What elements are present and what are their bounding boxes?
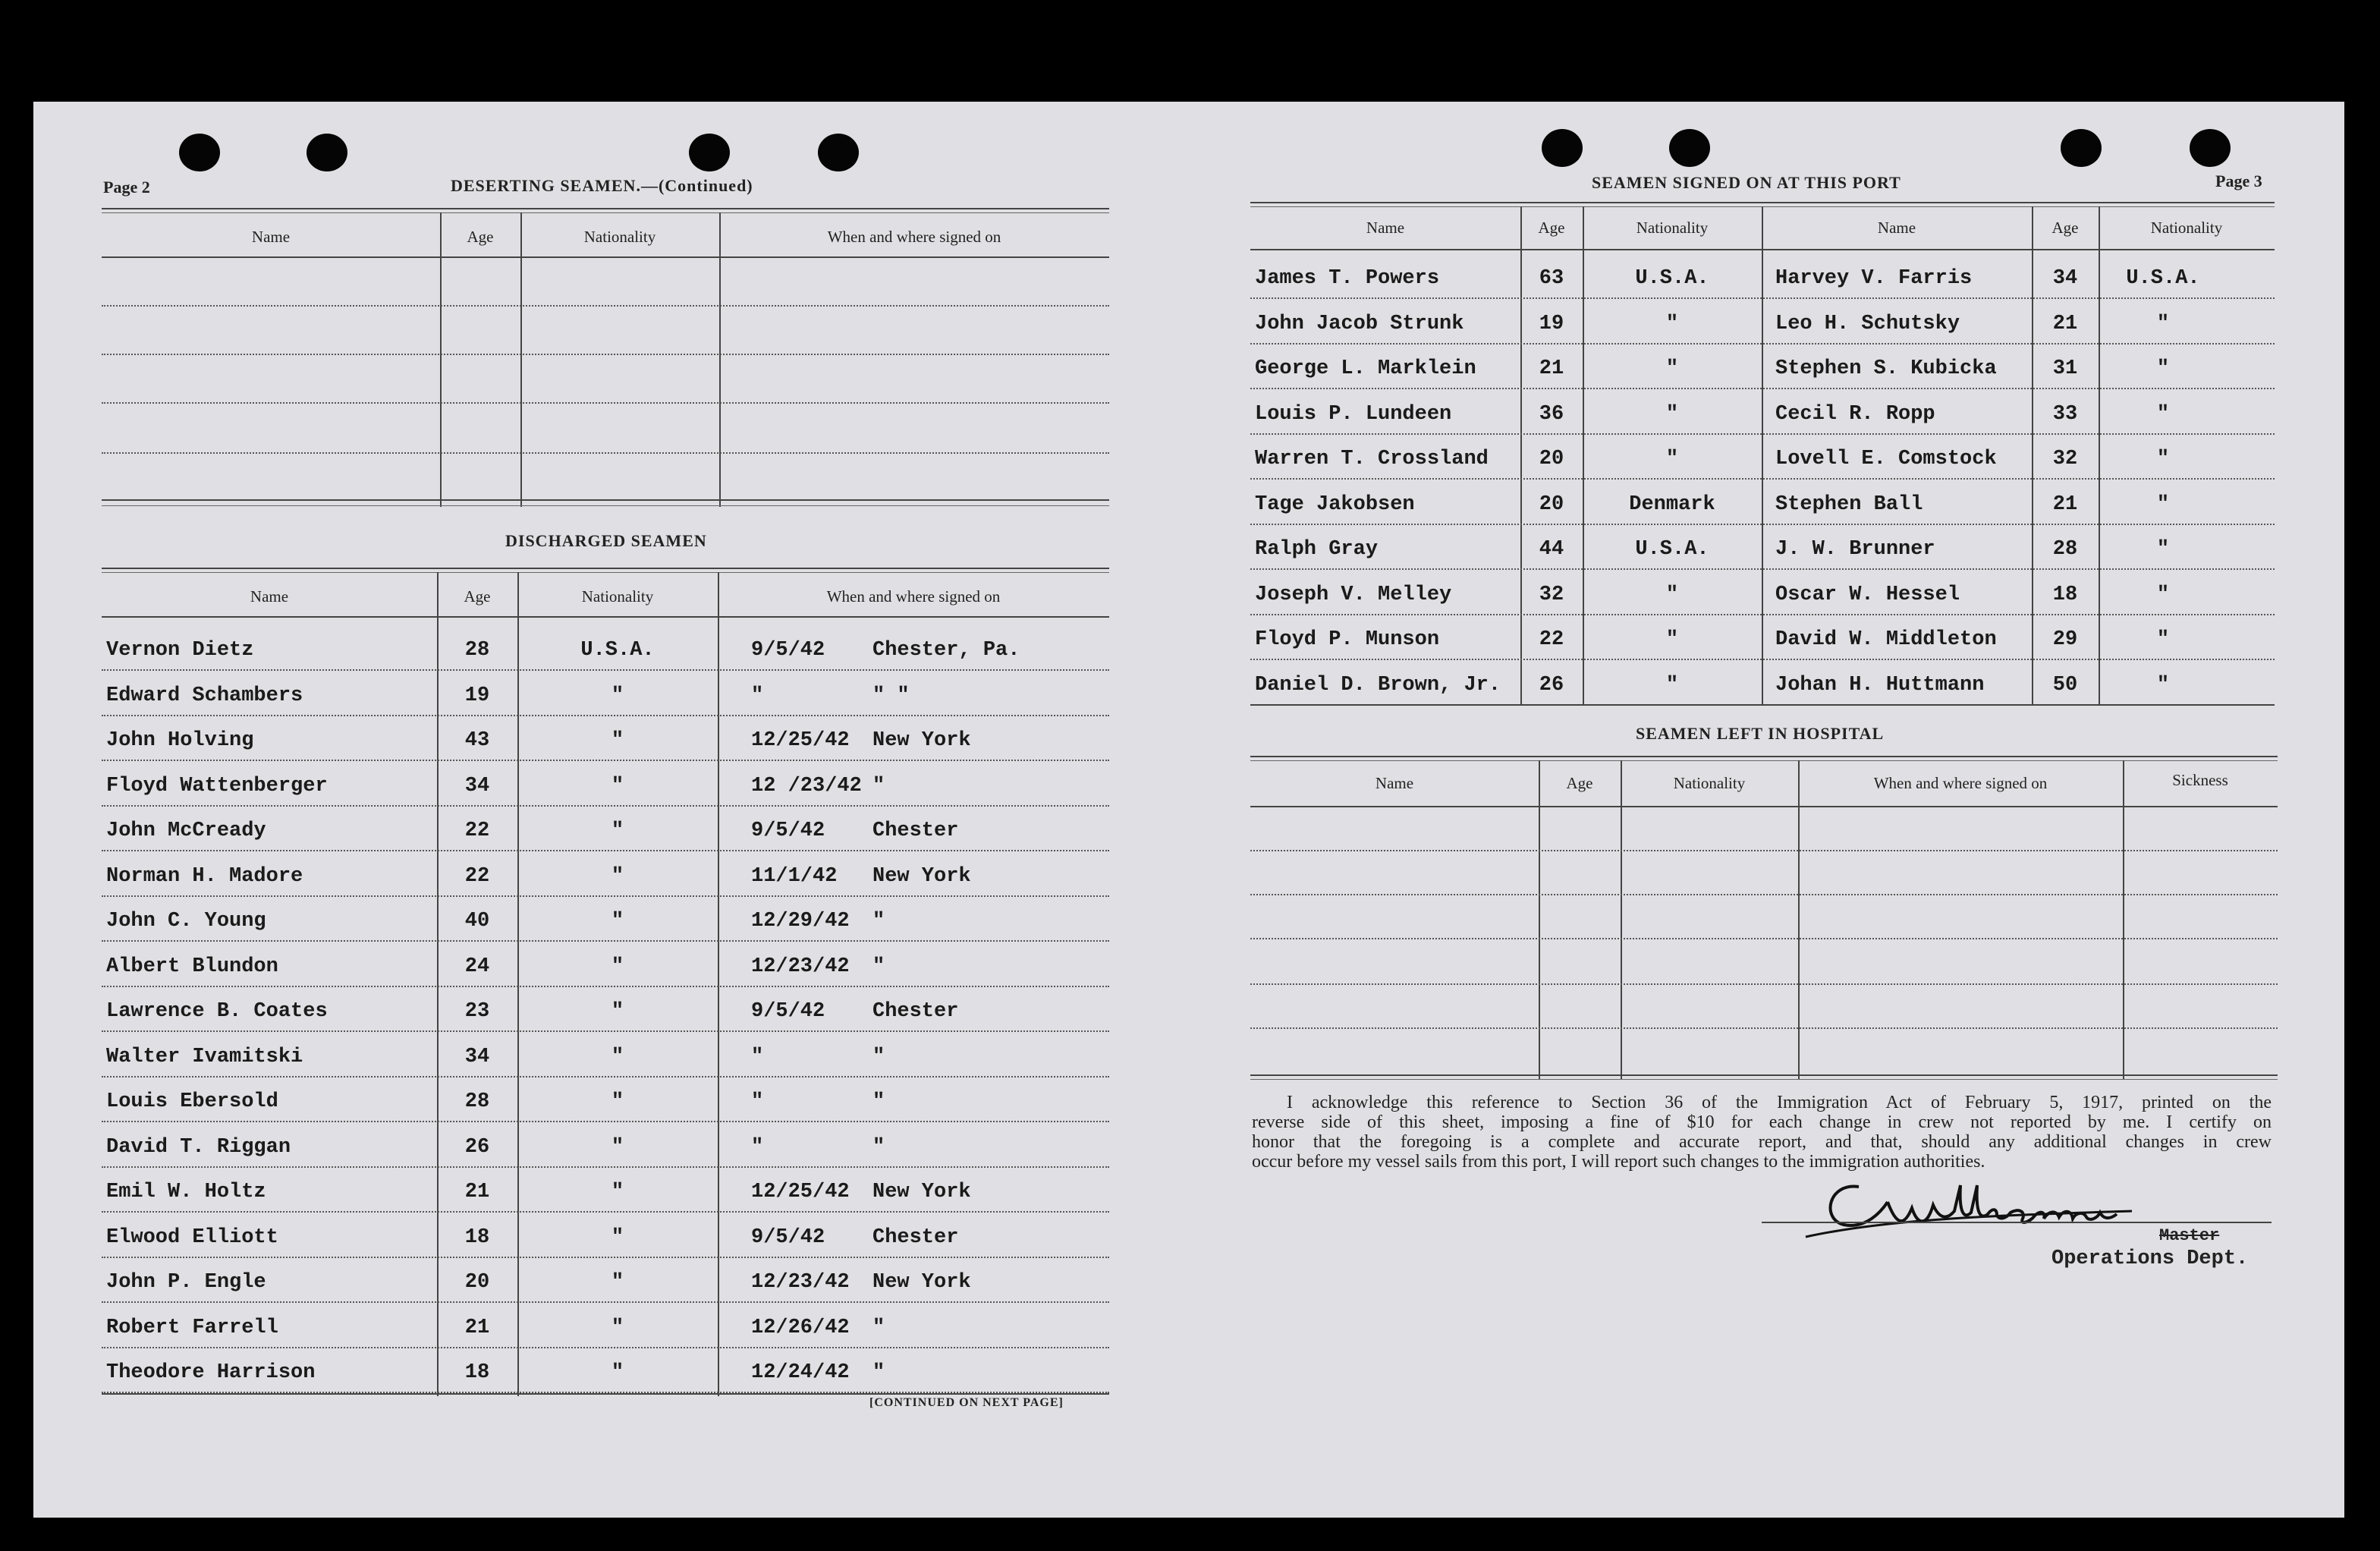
seaman-nationality: " bbox=[611, 1135, 624, 1159]
seaman-nationality: " bbox=[1665, 312, 1679, 335]
signed-place: Chester bbox=[872, 1000, 959, 1023]
seaman-name: J. W. Brunner bbox=[1775, 538, 1935, 561]
col-header-age: Age bbox=[467, 228, 494, 246]
col-header-name: Name bbox=[1366, 219, 1405, 237]
seaman-nationality: " bbox=[1665, 673, 1679, 697]
punch-hole bbox=[307, 134, 347, 171]
signed-date: 12 /23/42 bbox=[751, 774, 862, 798]
col-header-signed-on: When and where signed on bbox=[827, 228, 1001, 246]
seaman-age: 20 bbox=[1539, 492, 1564, 516]
seaman-name: Walter Ivamitski bbox=[106, 1045, 303, 1068]
seaman-nationality: " bbox=[611, 774, 624, 798]
seaman-age: 28 bbox=[2052, 538, 2078, 561]
seaman-nationality: " bbox=[2156, 673, 2170, 697]
seaman-age: 22 bbox=[464, 820, 490, 842]
seaman-age: 32 bbox=[2052, 448, 2078, 470]
seaman-nationality: U.S.A. bbox=[2126, 267, 2200, 290]
signed-place: Chester bbox=[872, 820, 959, 842]
ack-line: I acknowledge this reference to Section 36 of the Immigration Act of February 5, 1917, printed on the bbox=[1287, 1093, 2272, 1112]
signed-place: " bbox=[872, 774, 885, 798]
seaman-name: Norman H. Madore bbox=[106, 864, 303, 888]
seaman-age: 24 bbox=[464, 955, 490, 978]
signed-date: " bbox=[751, 1090, 764, 1113]
col-header-nationality: Nationality bbox=[1673, 774, 1746, 792]
seaman-name: Joseph V. Melley bbox=[1255, 583, 1452, 606]
seaman-age: 26 bbox=[464, 1135, 490, 1159]
ack-line: reverse side of this sheet, imposing a fine of $10 for each change in crew not reported by me. I certify on bbox=[1252, 1112, 2272, 1132]
col-header-nationality: Nationality bbox=[583, 228, 656, 246]
signed-date: 12/25/42 bbox=[751, 729, 850, 752]
seaman-nationality: " bbox=[611, 1225, 624, 1249]
seaman-age: 19 bbox=[1539, 312, 1564, 335]
punch-hole bbox=[179, 134, 220, 171]
seaman-nationality: " bbox=[1665, 628, 1679, 651]
seaman-name: James T. Powers bbox=[1255, 267, 1440, 290]
signature-image bbox=[1798, 1166, 2147, 1241]
signed-date: 12/29/42 bbox=[751, 910, 850, 933]
seaman-nationality: " bbox=[1665, 357, 1679, 380]
seaman-name: Ralph Gray bbox=[1255, 538, 1379, 561]
signed-place: " bbox=[872, 1135, 885, 1159]
seaman-nationality: " bbox=[611, 1316, 624, 1339]
seaman-age: 19 bbox=[464, 684, 490, 707]
punch-hole bbox=[1669, 129, 1710, 167]
seaman-name: Stephen Ball bbox=[1775, 492, 1923, 516]
signed-date: 9/5/42 bbox=[751, 820, 825, 842]
signed-date: 9/5/42 bbox=[751, 639, 825, 662]
seaman-name: Emil W. Holtz bbox=[106, 1181, 266, 1203]
col-header-sickness: Sickness bbox=[2172, 771, 2228, 789]
seaman-age: 21 bbox=[464, 1181, 490, 1203]
col-header-age: Age bbox=[1538, 219, 1565, 237]
seaman-name: Vernon Dietz bbox=[106, 639, 254, 662]
seaman-age: 20 bbox=[464, 1271, 490, 1294]
seaman-age: 23 bbox=[464, 1000, 490, 1023]
seaman-name: Floyd Wattenberger bbox=[106, 774, 328, 798]
ack-line: honor that the foregoing is a complete and accurate report, and that, should any additional changes in crew bbox=[1252, 1132, 2272, 1152]
signed-place: New York bbox=[872, 864, 971, 888]
seaman-age: 44 bbox=[1539, 538, 1564, 561]
seaman-age: 28 bbox=[464, 639, 490, 662]
seaman-age: 36 bbox=[1539, 402, 1564, 426]
seaman-nationality: " bbox=[611, 820, 624, 842]
seaman-nationality: " bbox=[611, 864, 624, 888]
seaman-age: 21 bbox=[2052, 492, 2078, 516]
col-header-name: Name bbox=[1375, 774, 1414, 792]
seaman-age: 20 bbox=[1539, 448, 1564, 470]
seaman-age: 34 bbox=[464, 774, 490, 798]
seaman-nationality: " bbox=[2156, 492, 2170, 516]
signed-date: " bbox=[751, 1135, 764, 1159]
seaman-name: Lawrence B. Coates bbox=[106, 1000, 328, 1023]
signed-place: New York bbox=[872, 1271, 971, 1294]
col-header-name: Name bbox=[250, 587, 289, 606]
signed-place: " bbox=[872, 1316, 885, 1339]
col-header-nationality: Nationality bbox=[1636, 219, 1709, 237]
signed-date: 11/1/42 bbox=[751, 864, 838, 888]
seaman-nationality: " bbox=[611, 1361, 624, 1384]
seaman-age: 21 bbox=[464, 1316, 490, 1339]
seaman-name: Louis Ebersold bbox=[106, 1090, 278, 1113]
signed-place: New York bbox=[872, 1181, 971, 1203]
deserting-title: DESERTING SEAMEN.—(Continued) bbox=[451, 176, 753, 195]
signed-date: " bbox=[751, 1045, 764, 1068]
signed-place: " bbox=[872, 1361, 885, 1384]
seaman-nationality: " bbox=[611, 910, 624, 933]
signed-on-title: SEAMEN SIGNED ON AT THIS PORT bbox=[1592, 173, 1901, 192]
seaman-name: George L. Marklein bbox=[1255, 357, 1476, 380]
seaman-age: 34 bbox=[464, 1045, 490, 1068]
punch-hole bbox=[2061, 129, 2102, 167]
signed-date: " bbox=[751, 684, 764, 707]
signed-date: 12/23/42 bbox=[751, 1271, 850, 1294]
seaman-age: 43 bbox=[464, 729, 490, 752]
signed-date: 9/5/42 bbox=[751, 1000, 825, 1023]
seaman-name: Albert Blundon bbox=[106, 955, 278, 978]
seaman-age: 40 bbox=[464, 910, 490, 933]
seaman-nationality: " bbox=[611, 684, 624, 707]
seaman-nationality: " bbox=[1665, 583, 1679, 606]
seaman-name: Daniel D. Brown, Jr. bbox=[1255, 673, 1501, 697]
seaman-age: 50 bbox=[2052, 673, 2078, 697]
signed-place: " bbox=[872, 1090, 885, 1113]
punch-hole bbox=[689, 134, 730, 171]
col-header-age: Age bbox=[464, 587, 491, 606]
col-header-name: Name bbox=[251, 228, 291, 246]
seaman-nationality: " bbox=[611, 1181, 624, 1203]
signed-date: 12/25/42 bbox=[751, 1181, 850, 1203]
seaman-nationality: " bbox=[2156, 628, 2170, 651]
seaman-name: David W. Middleton bbox=[1775, 628, 1997, 651]
seaman-age: 32 bbox=[1539, 583, 1564, 606]
seaman-name: Cecil R. Ropp bbox=[1775, 402, 1935, 426]
col-header-name: Name bbox=[1877, 219, 1916, 237]
seaman-age: 18 bbox=[2052, 583, 2078, 606]
seaman-nationality: U.S.A. bbox=[580, 639, 655, 662]
signed-place: Chester, Pa. bbox=[872, 639, 1020, 662]
seaman-age: 29 bbox=[2052, 628, 2078, 651]
hospital-title: SEAMEN LEFT IN HOSPITAL bbox=[1636, 724, 1885, 743]
signer-department: Operations Dept. bbox=[2051, 1247, 2249, 1270]
seaman-nationality: " bbox=[2156, 583, 2170, 606]
seaman-name: Harvey V. Farris bbox=[1775, 267, 1973, 290]
struck-title: Master bbox=[2159, 1226, 2220, 1245]
punch-hole bbox=[2190, 129, 2231, 167]
signed-date: 12/23/42 bbox=[751, 955, 850, 978]
seaman-nationality: " bbox=[611, 729, 624, 752]
seaman-name: John P. Engle bbox=[106, 1271, 266, 1294]
seaman-nationality: " bbox=[611, 955, 624, 978]
seaman-name: Stephen S. Kubicka bbox=[1775, 357, 1997, 380]
seaman-nationality: " bbox=[611, 1090, 624, 1113]
seaman-nationality: " bbox=[2156, 402, 2170, 426]
col-header-signed-on: When and where signed on bbox=[826, 587, 1001, 606]
page-number: Page 2 bbox=[103, 178, 150, 197]
signed-place: Chester bbox=[872, 1225, 959, 1249]
seaman-name: John C. Young bbox=[106, 910, 266, 933]
seaman-nationality: " bbox=[2156, 538, 2170, 561]
seaman-age: 22 bbox=[464, 864, 490, 888]
seaman-name: Theodore Harrison bbox=[106, 1361, 316, 1384]
seaman-nationality: U.S.A. bbox=[1635, 267, 1709, 290]
signed-date: 9/5/42 bbox=[751, 1225, 825, 1249]
seaman-name: Louis P. Lundeen bbox=[1255, 402, 1452, 426]
col-header-age: Age bbox=[1566, 774, 1593, 792]
signed-date: 12/24/42 bbox=[751, 1361, 850, 1384]
seaman-name: Elwood Elliott bbox=[106, 1225, 278, 1249]
col-header-nationality: Nationality bbox=[2150, 219, 2223, 237]
punch-hole bbox=[818, 134, 859, 171]
seaman-nationality: Denmark bbox=[1629, 492, 1715, 516]
seaman-name: Oscar W. Hessel bbox=[1775, 583, 1960, 606]
seaman-name: Floyd P. Munson bbox=[1255, 628, 1440, 651]
seaman-name: Johan H. Huttmann bbox=[1775, 673, 1985, 697]
discharged-title: DISCHARGED SEAMEN bbox=[505, 531, 707, 550]
col-header-nationality: Nationality bbox=[581, 587, 654, 606]
seaman-age: 63 bbox=[1539, 267, 1564, 290]
seaman-nationality: U.S.A. bbox=[1635, 538, 1709, 561]
continued-note: [CONTINUED ON NEXT PAGE] bbox=[869, 1396, 1064, 1409]
seaman-nationality: " bbox=[1665, 402, 1679, 426]
ack-line: occur before my vessel sails from this port, I will report such changes to the immigration authorities. bbox=[1252, 1152, 1985, 1172]
seaman-age: 31 bbox=[2052, 357, 2078, 380]
seaman-nationality: " bbox=[2156, 312, 2170, 335]
seaman-name: Robert Farrell bbox=[106, 1316, 278, 1339]
seaman-name: John Holving bbox=[106, 729, 254, 752]
seaman-name: Lovell E. Comstock bbox=[1775, 448, 1997, 470]
seaman-nationality: " bbox=[1665, 448, 1679, 470]
page-number: Page 3 bbox=[2215, 171, 2262, 190]
seaman-name: Edward Schambers bbox=[106, 684, 303, 707]
seaman-nationality: " bbox=[611, 1045, 624, 1068]
seaman-age: 34 bbox=[2052, 267, 2078, 290]
seaman-name: David T. Riggan bbox=[106, 1135, 291, 1159]
punch-hole bbox=[1542, 129, 1583, 167]
seaman-age: 21 bbox=[1539, 357, 1564, 380]
col-header-age: Age bbox=[2051, 219, 2079, 237]
seaman-age: 21 bbox=[2052, 312, 2078, 335]
signed-place: " bbox=[872, 955, 885, 978]
seaman-nationality: " bbox=[611, 1271, 624, 1294]
signed-place: " " bbox=[872, 684, 910, 707]
seaman-age: 18 bbox=[464, 1225, 490, 1249]
seaman-name: Tage Jakobsen bbox=[1255, 492, 1415, 516]
col-header-signed-on: When and where signed on bbox=[1873, 774, 2048, 792]
signed-place: " bbox=[872, 1045, 885, 1068]
seaman-name: Warren T. Crossland bbox=[1255, 448, 1489, 470]
signed-place: New York bbox=[872, 729, 971, 752]
seaman-name: John McCready bbox=[106, 820, 266, 842]
seaman-nationality: " bbox=[2156, 357, 2170, 380]
seaman-age: 22 bbox=[1539, 628, 1564, 651]
seaman-age: 18 bbox=[464, 1361, 490, 1384]
seaman-name: John Jacob Strunk bbox=[1255, 312, 1464, 335]
signed-place: " bbox=[872, 910, 885, 933]
seaman-nationality: " bbox=[2156, 448, 2170, 470]
seaman-age: 26 bbox=[1539, 673, 1564, 697]
signed-date: 12/26/42 bbox=[751, 1316, 850, 1339]
seaman-name: Leo H. Schutsky bbox=[1775, 312, 1960, 335]
seaman-age: 33 bbox=[2052, 402, 2078, 426]
seaman-age: 28 bbox=[464, 1090, 490, 1113]
seaman-nationality: " bbox=[611, 1000, 624, 1023]
